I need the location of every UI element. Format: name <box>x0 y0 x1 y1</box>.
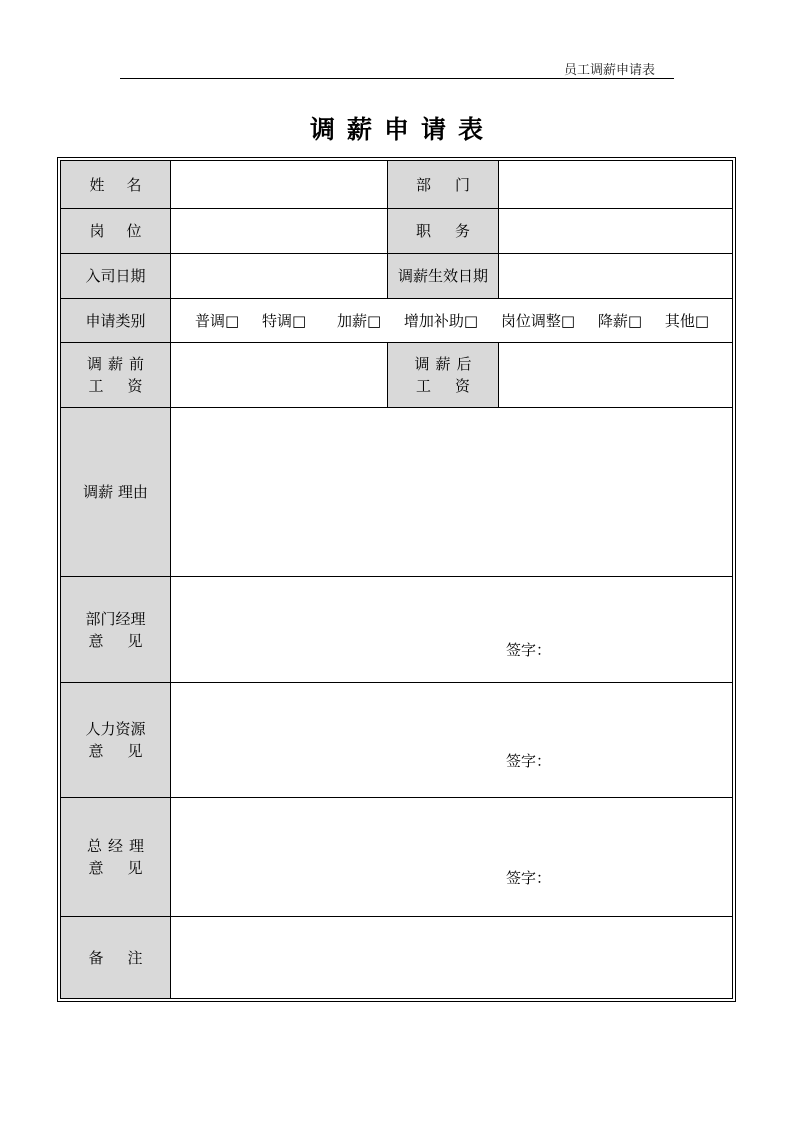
reason-label: 调薪 理由 <box>61 408 171 577</box>
gm-signature-label: 签字： <box>506 869 552 887</box>
option-other[interactable]: 其他□ <box>664 312 709 330</box>
dept-manager-signature-label: 签字： <box>506 641 552 659</box>
salary-after-label: 调薪后 工资 <box>388 343 499 408</box>
salary-before-field[interactable] <box>171 343 388 408</box>
hire-date-field[interactable] <box>171 254 388 299</box>
salary-before-label: 调薪前 工资 <box>61 343 171 408</box>
hr-signature-label: 签字： <box>506 752 552 770</box>
department-label: 部门 <box>388 161 499 209</box>
gm-opinion-field[interactable] <box>171 798 733 917</box>
hire-date-label: 入司日期 <box>61 254 171 299</box>
gm-label: 总经理 意见 <box>61 798 171 917</box>
option-raise[interactable]: 加薪□ <box>336 312 382 330</box>
job-title-label: 职务 <box>388 209 499 254</box>
name-field[interactable] <box>171 161 388 209</box>
option-general-adjust[interactable]: 普调□ <box>195 312 240 330</box>
page-title: 调薪申请表 <box>309 115 495 144</box>
name-label: 姓名 <box>61 161 171 209</box>
header-doc-name: 员工调薪申请表 <box>563 63 655 78</box>
form-table <box>60 160 733 999</box>
reason-field[interactable] <box>171 408 733 577</box>
option-position-change[interactable]: 岗位调整□ <box>500 312 576 330</box>
hr-opinion-field[interactable] <box>171 683 733 798</box>
department-field[interactable] <box>499 161 733 209</box>
effective-date-label: 调薪生效日期 <box>388 254 499 299</box>
salary-adjustment-form <box>57 157 736 1002</box>
position-field[interactable] <box>171 209 388 254</box>
request-type-label: 申请类别 <box>61 299 171 343</box>
dept-manager-label: 部门经理 意见 <box>61 577 171 683</box>
position-label: 岗位 <box>61 209 171 254</box>
header-rule <box>120 78 674 79</box>
dept-manager-opinion-field[interactable] <box>171 577 733 683</box>
hr-label: 人力资源 意见 <box>61 683 171 798</box>
effective-date-field[interactable] <box>499 254 733 299</box>
option-pay-cut[interactable]: 降薪□ <box>597 312 643 330</box>
request-type-options <box>171 299 733 343</box>
job-title-field[interactable] <box>499 209 733 254</box>
option-special-adjust[interactable]: 特调□ <box>261 312 307 330</box>
remarks-label: 备注 <box>61 917 171 999</box>
remarks-field[interactable] <box>171 917 733 999</box>
salary-after-field[interactable] <box>499 343 733 408</box>
option-add-allowance[interactable]: 增加补助□ <box>403 312 479 330</box>
